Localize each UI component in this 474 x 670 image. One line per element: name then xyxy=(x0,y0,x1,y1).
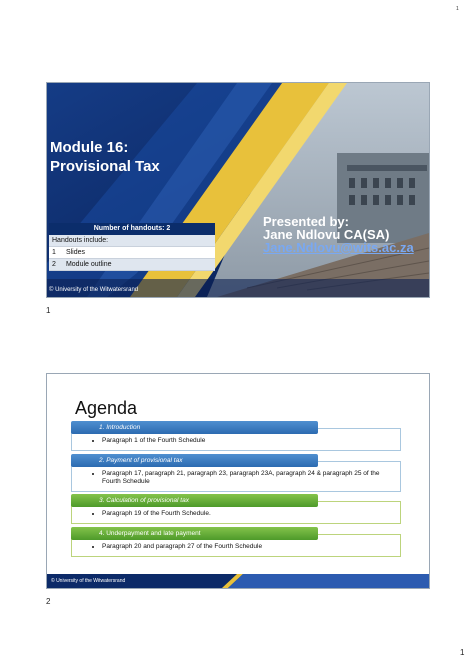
agenda-bullet: • Paragraph 1 of the Fourth Schedule xyxy=(102,437,400,445)
agenda-item-header: 2. Payment of provisional tax xyxy=(71,454,318,467)
agenda-item-header: 3. Calculation of provisional tax xyxy=(71,494,318,507)
slide-2 xyxy=(46,373,430,589)
presenter-email-link[interactable]: Jane.Ndlovu@wits.ac.za xyxy=(263,240,414,255)
agenda-bullet: • Paragraph 19 of the Fourth Schedule. xyxy=(102,510,400,518)
slide-2-footer: © University of the Witwatersrand xyxy=(51,578,126,584)
page-number-1: 1 xyxy=(46,306,51,315)
agenda-item-header: 1. Introduction xyxy=(71,421,318,434)
handouts-table xyxy=(49,223,215,271)
title-line-2: Provisional Tax xyxy=(50,158,160,175)
handouts-row-label: Slides xyxy=(65,249,86,256)
handouts-header: Number of handouts: 2 xyxy=(49,223,215,235)
presenter-block xyxy=(263,215,414,254)
presenter-name: Jane Ndlovu CA(SA) xyxy=(263,227,390,242)
sheet-number: 1 xyxy=(460,648,465,657)
title-line-1: Module 16: xyxy=(50,139,129,156)
presented-label: Presented by: xyxy=(263,214,349,229)
handouts-include-label: Handouts include: xyxy=(49,235,215,247)
corner-mark: 1 xyxy=(456,6,459,12)
agenda-title: Agenda xyxy=(75,398,138,418)
agenda-item-header: 4. Underpayment and late payment xyxy=(71,527,318,540)
handouts-row xyxy=(49,247,215,259)
agenda-bullet: • Paragraph 17, paragraph 21, paragraph 23, paragraph 23A, paragraph 24 & paragraph 25 of the Fourth Schedule xyxy=(102,470,382,486)
agenda-bullet: • Paragraph 20 and paragraph 27 of the Fourth Schedule xyxy=(102,543,400,551)
handouts-row xyxy=(49,259,215,271)
slide-1 xyxy=(46,82,430,298)
handouts-row-number: 1 xyxy=(52,249,56,256)
handouts-row-label: Module outline xyxy=(65,261,112,268)
slide-1-title xyxy=(50,138,160,176)
handouts-row-number: 2 xyxy=(52,261,56,268)
slide-1-footer: © University of the Witwatersrand xyxy=(49,287,139,293)
page-number-2: 2 xyxy=(46,597,51,606)
